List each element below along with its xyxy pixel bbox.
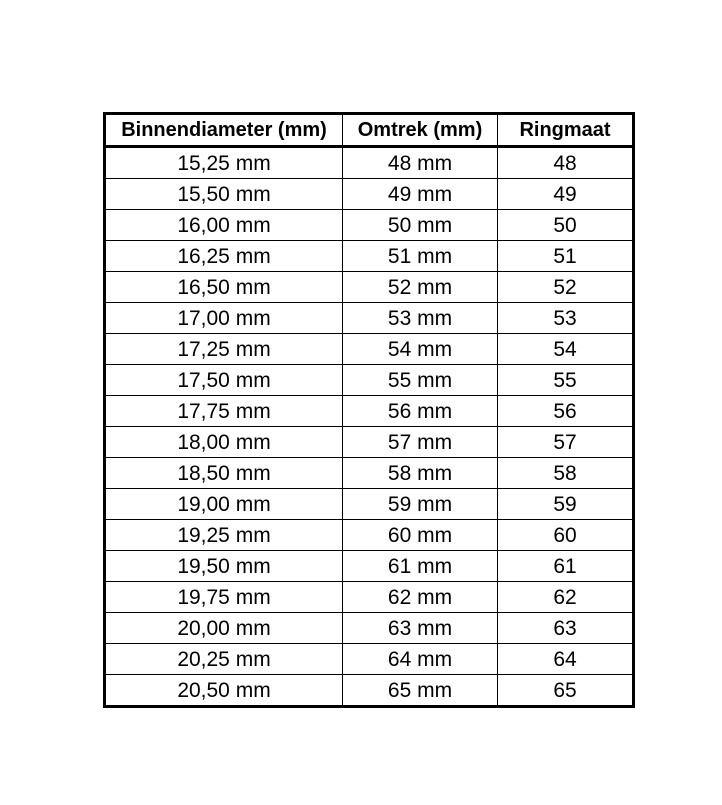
- cell-inner-diameter: 19,50 mm: [105, 551, 343, 582]
- cell-inner-diameter: 18,00 mm: [105, 427, 343, 458]
- cell-ring-size: 57: [498, 427, 634, 458]
- table-body: [105, 147, 634, 707]
- table-row: [105, 210, 634, 241]
- cell-circumference: 57 mm: [343, 427, 498, 458]
- cell-ring-size: 53: [498, 303, 634, 334]
- cell-inner-diameter: 17,00 mm: [105, 303, 343, 334]
- cell-circumference: 65 mm: [343, 675, 498, 707]
- table-row: [105, 582, 634, 613]
- cell-ring-size: 63: [498, 613, 634, 644]
- cell-ring-size: 64: [498, 644, 634, 675]
- cell-inner-diameter: 18,50 mm: [105, 458, 343, 489]
- cell-ring-size: 51: [498, 241, 634, 272]
- cell-circumference: 58 mm: [343, 458, 498, 489]
- cell-inner-diameter: 19,00 mm: [105, 489, 343, 520]
- header-ring-size: Ringmaat: [498, 114, 634, 147]
- cell-inner-diameter: 19,25 mm: [105, 520, 343, 551]
- cell-ring-size: 61: [498, 551, 634, 582]
- cell-circumference: 49 mm: [343, 179, 498, 210]
- header-circumference: Omtrek (mm): [343, 114, 498, 147]
- cell-circumference: 60 mm: [343, 520, 498, 551]
- table-row: [105, 365, 634, 396]
- table-row: [105, 272, 634, 303]
- cell-circumference: 59 mm: [343, 489, 498, 520]
- cell-inner-diameter: 20,00 mm: [105, 613, 343, 644]
- cell-circumference: 63 mm: [343, 613, 498, 644]
- table-row: [105, 241, 634, 272]
- cell-circumference: 54 mm: [343, 334, 498, 365]
- table-row: [105, 179, 634, 210]
- table-row: [105, 613, 634, 644]
- cell-circumference: 64 mm: [343, 644, 498, 675]
- cell-inner-diameter: 19,75 mm: [105, 582, 343, 613]
- cell-ring-size: 58: [498, 458, 634, 489]
- cell-inner-diameter: 16,00 mm: [105, 210, 343, 241]
- cell-ring-size: 60: [498, 520, 634, 551]
- cell-inner-diameter: 16,50 mm: [105, 272, 343, 303]
- cell-circumference: 55 mm: [343, 365, 498, 396]
- cell-ring-size: 54: [498, 334, 634, 365]
- cell-circumference: 62 mm: [343, 582, 498, 613]
- cell-ring-size: 56: [498, 396, 634, 427]
- cell-ring-size: 49: [498, 179, 634, 210]
- table-row: [105, 396, 634, 427]
- table-row: [105, 551, 634, 582]
- table-row: [105, 303, 634, 334]
- ring-size-table-container: [103, 112, 635, 708]
- table-row: [105, 427, 634, 458]
- cell-inner-diameter: 15,50 mm: [105, 179, 343, 210]
- cell-circumference: 51 mm: [343, 241, 498, 272]
- cell-circumference: 52 mm: [343, 272, 498, 303]
- header-inner-diameter: Binnendiameter (mm): [105, 114, 343, 147]
- table-row: [105, 147, 634, 179]
- table-row: [105, 489, 634, 520]
- cell-inner-diameter: 17,75 mm: [105, 396, 343, 427]
- cell-inner-diameter: 20,50 mm: [105, 675, 343, 707]
- cell-inner-diameter: 15,25 mm: [105, 147, 343, 179]
- cell-circumference: 50 mm: [343, 210, 498, 241]
- cell-circumference: 53 mm: [343, 303, 498, 334]
- table-row: [105, 458, 634, 489]
- cell-circumference: 61 mm: [343, 551, 498, 582]
- cell-ring-size: 65: [498, 675, 634, 707]
- table-row: [105, 520, 634, 551]
- cell-circumference: 56 mm: [343, 396, 498, 427]
- table-row: [105, 675, 634, 707]
- cell-ring-size: 48: [498, 147, 634, 179]
- cell-circumference: 48 mm: [343, 147, 498, 179]
- cell-ring-size: 59: [498, 489, 634, 520]
- cell-inner-diameter: 16,25 mm: [105, 241, 343, 272]
- table-row: [105, 334, 634, 365]
- table-row: [105, 644, 634, 675]
- cell-inner-diameter: 17,50 mm: [105, 365, 343, 396]
- cell-ring-size: 52: [498, 272, 634, 303]
- cell-inner-diameter: 20,25 mm: [105, 644, 343, 675]
- table-header-row: [105, 114, 634, 147]
- cell-inner-diameter: 17,25 mm: [105, 334, 343, 365]
- cell-ring-size: 62: [498, 582, 634, 613]
- cell-ring-size: 55: [498, 365, 634, 396]
- ring-size-table: [103, 112, 635, 708]
- cell-ring-size: 50: [498, 210, 634, 241]
